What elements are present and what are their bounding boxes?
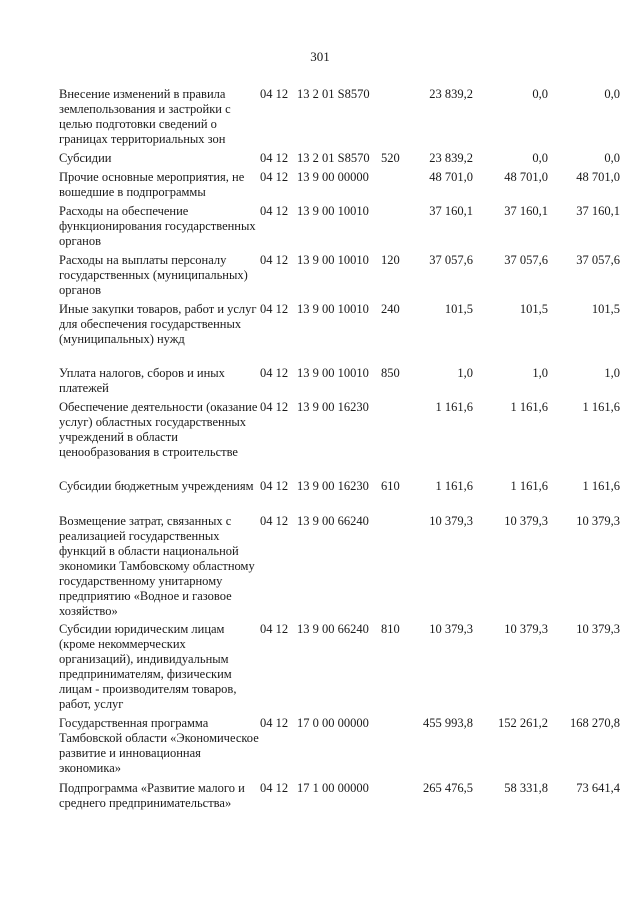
row-value-1: 10 379,3 bbox=[429, 622, 473, 636]
row-code: 13 9 00 10010 bbox=[297, 253, 369, 267]
row-name: Расходы на обеспечение функционирования государственных органов bbox=[59, 204, 256, 248]
row-value-3: 10 379,3 bbox=[576, 622, 620, 636]
row-type: 850 bbox=[381, 366, 400, 380]
row-value-3: 168 270,8 bbox=[570, 716, 620, 730]
row-value-1: 101,5 bbox=[444, 302, 473, 316]
row-name: Субсидии бюджетным учреждениям bbox=[59, 479, 254, 493]
row-section: 04 12 bbox=[260, 366, 289, 380]
row-section: 04 12 bbox=[260, 622, 289, 636]
row-value-3: 73 641,4 bbox=[576, 781, 620, 795]
row-code: 13 2 01 S8570 bbox=[297, 151, 370, 165]
row-value-1: 10 379,3 bbox=[429, 514, 473, 528]
row-value-2: 37 160,1 bbox=[504, 204, 548, 218]
row-section: 04 12 bbox=[260, 170, 289, 184]
row-section: 04 12 bbox=[260, 302, 289, 316]
row-name: Субсидии bbox=[59, 151, 112, 165]
row-section: 04 12 bbox=[260, 514, 289, 528]
row-value-3: 37 057,6 bbox=[576, 253, 620, 267]
row-type: 240 bbox=[381, 302, 400, 316]
row-code: 13 9 00 66240 bbox=[297, 622, 369, 636]
row-section: 04 12 bbox=[260, 479, 289, 493]
page-number: 301 bbox=[310, 49, 330, 64]
row-type: 810 bbox=[381, 622, 400, 636]
row-section: 04 12 bbox=[260, 400, 289, 414]
row-name: Подпрограмма «Развитие малого и среднего предпринимательства» bbox=[59, 781, 245, 810]
row-code: 13 9 00 10010 bbox=[297, 204, 369, 218]
row-value-1: 1 161,6 bbox=[435, 479, 473, 493]
row-value-3: 1 161,6 bbox=[582, 479, 620, 493]
row-value-2: 48 701,0 bbox=[504, 170, 548, 184]
row-value-2: 10 379,3 bbox=[504, 622, 548, 636]
row-value-1: 37 057,6 bbox=[429, 253, 473, 267]
row-value-2: 58 331,8 bbox=[504, 781, 548, 795]
row-section: 04 12 bbox=[260, 781, 289, 795]
row-value-1: 23 839,2 bbox=[429, 87, 473, 101]
row-name: Субсидии юридическим лицам (кроме некоммерческих организаций), индивидуальным предпринимателям, физическим лицам - производителям товаров, работ, услуг bbox=[59, 622, 237, 711]
row-name: Прочие основные мероприятия, не вошедшие в подпрограммы bbox=[59, 170, 245, 199]
row-code: 13 9 00 10010 bbox=[297, 366, 369, 380]
row-code: 17 0 00 00000 bbox=[297, 716, 369, 730]
row-name: Обеспечение деятельности (оказание услуг) областных государственных учреждений в области ценообразования в строительстве bbox=[59, 400, 258, 459]
row-type: 520 bbox=[381, 151, 400, 165]
row-value-2: 152 261,2 bbox=[498, 716, 548, 730]
row-value-1: 1,0 bbox=[457, 366, 473, 380]
row-section: 04 12 bbox=[260, 151, 289, 165]
row-code: 13 2 01 S8570 bbox=[297, 87, 370, 101]
row-value-3: 0,0 bbox=[604, 151, 620, 165]
row-name: Возмещение затрат, связанных с реализацией государственных функций в области национальной экономики Тамбовскому областному государственному унитарному предприятию «Водное и газовое хозяйство» bbox=[59, 514, 255, 618]
row-code: 13 9 00 66240 bbox=[297, 514, 369, 528]
row-type: 610 bbox=[381, 479, 400, 493]
row-value-1: 37 160,1 bbox=[429, 204, 473, 218]
row-code: 13 9 00 10010 bbox=[297, 302, 369, 316]
row-value-3: 1,0 bbox=[604, 366, 620, 380]
row-value-2: 1 161,6 bbox=[510, 400, 548, 414]
row-name: Иные закупки товаров, работ и услуг для обеспечения государственных (муниципальных) нужд bbox=[59, 302, 257, 346]
row-type: 120 bbox=[381, 253, 400, 267]
row-value-3: 1 161,6 bbox=[582, 400, 620, 414]
row-value-3: 37 160,1 bbox=[576, 204, 620, 218]
row-value-2: 1,0 bbox=[532, 366, 548, 380]
row-section: 04 12 bbox=[260, 253, 289, 267]
row-value-2: 101,5 bbox=[519, 302, 548, 316]
row-value-1: 23 839,2 bbox=[429, 151, 473, 165]
row-value-2: 1 161,6 bbox=[510, 479, 548, 493]
row-code: 17 1 00 00000 bbox=[297, 781, 369, 795]
row-value-2: 0,0 bbox=[532, 87, 548, 101]
row-value-3: 48 701,0 bbox=[576, 170, 620, 184]
row-value-3: 10 379,3 bbox=[576, 514, 620, 528]
row-section: 04 12 bbox=[260, 716, 289, 730]
row-value-1: 48 701,0 bbox=[429, 170, 473, 184]
row-code: 13 9 00 16230 bbox=[297, 479, 369, 493]
row-value-2: 37 057,6 bbox=[504, 253, 548, 267]
row-section: 04 12 bbox=[260, 87, 289, 101]
row-value-3: 101,5 bbox=[591, 302, 620, 316]
row-code: 13 9 00 00000 bbox=[297, 170, 369, 184]
row-value-1: 1 161,6 bbox=[435, 400, 473, 414]
row-name: Внесение изменений в правила землепользования и застройки с целью подготовки сведений о границах территориальных зон bbox=[59, 87, 231, 146]
row-name: Государственная программа Тамбовской области «Экономическое развитие и инновационная экономика» bbox=[59, 716, 259, 775]
row-value-2: 0,0 bbox=[532, 151, 548, 165]
row-value-2: 10 379,3 bbox=[504, 514, 548, 528]
row-value-1: 455 993,8 bbox=[423, 716, 473, 730]
row-section: 04 12 bbox=[260, 204, 289, 218]
row-value-3: 0,0 bbox=[604, 87, 620, 101]
row-value-1: 265 476,5 bbox=[423, 781, 473, 795]
row-name: Уплата налогов, сборов и иных платежей bbox=[59, 366, 225, 395]
row-name: Расходы на выплаты персоналу государственных (муниципальных) органов bbox=[59, 253, 248, 297]
row-code: 13 9 00 16230 bbox=[297, 400, 369, 414]
